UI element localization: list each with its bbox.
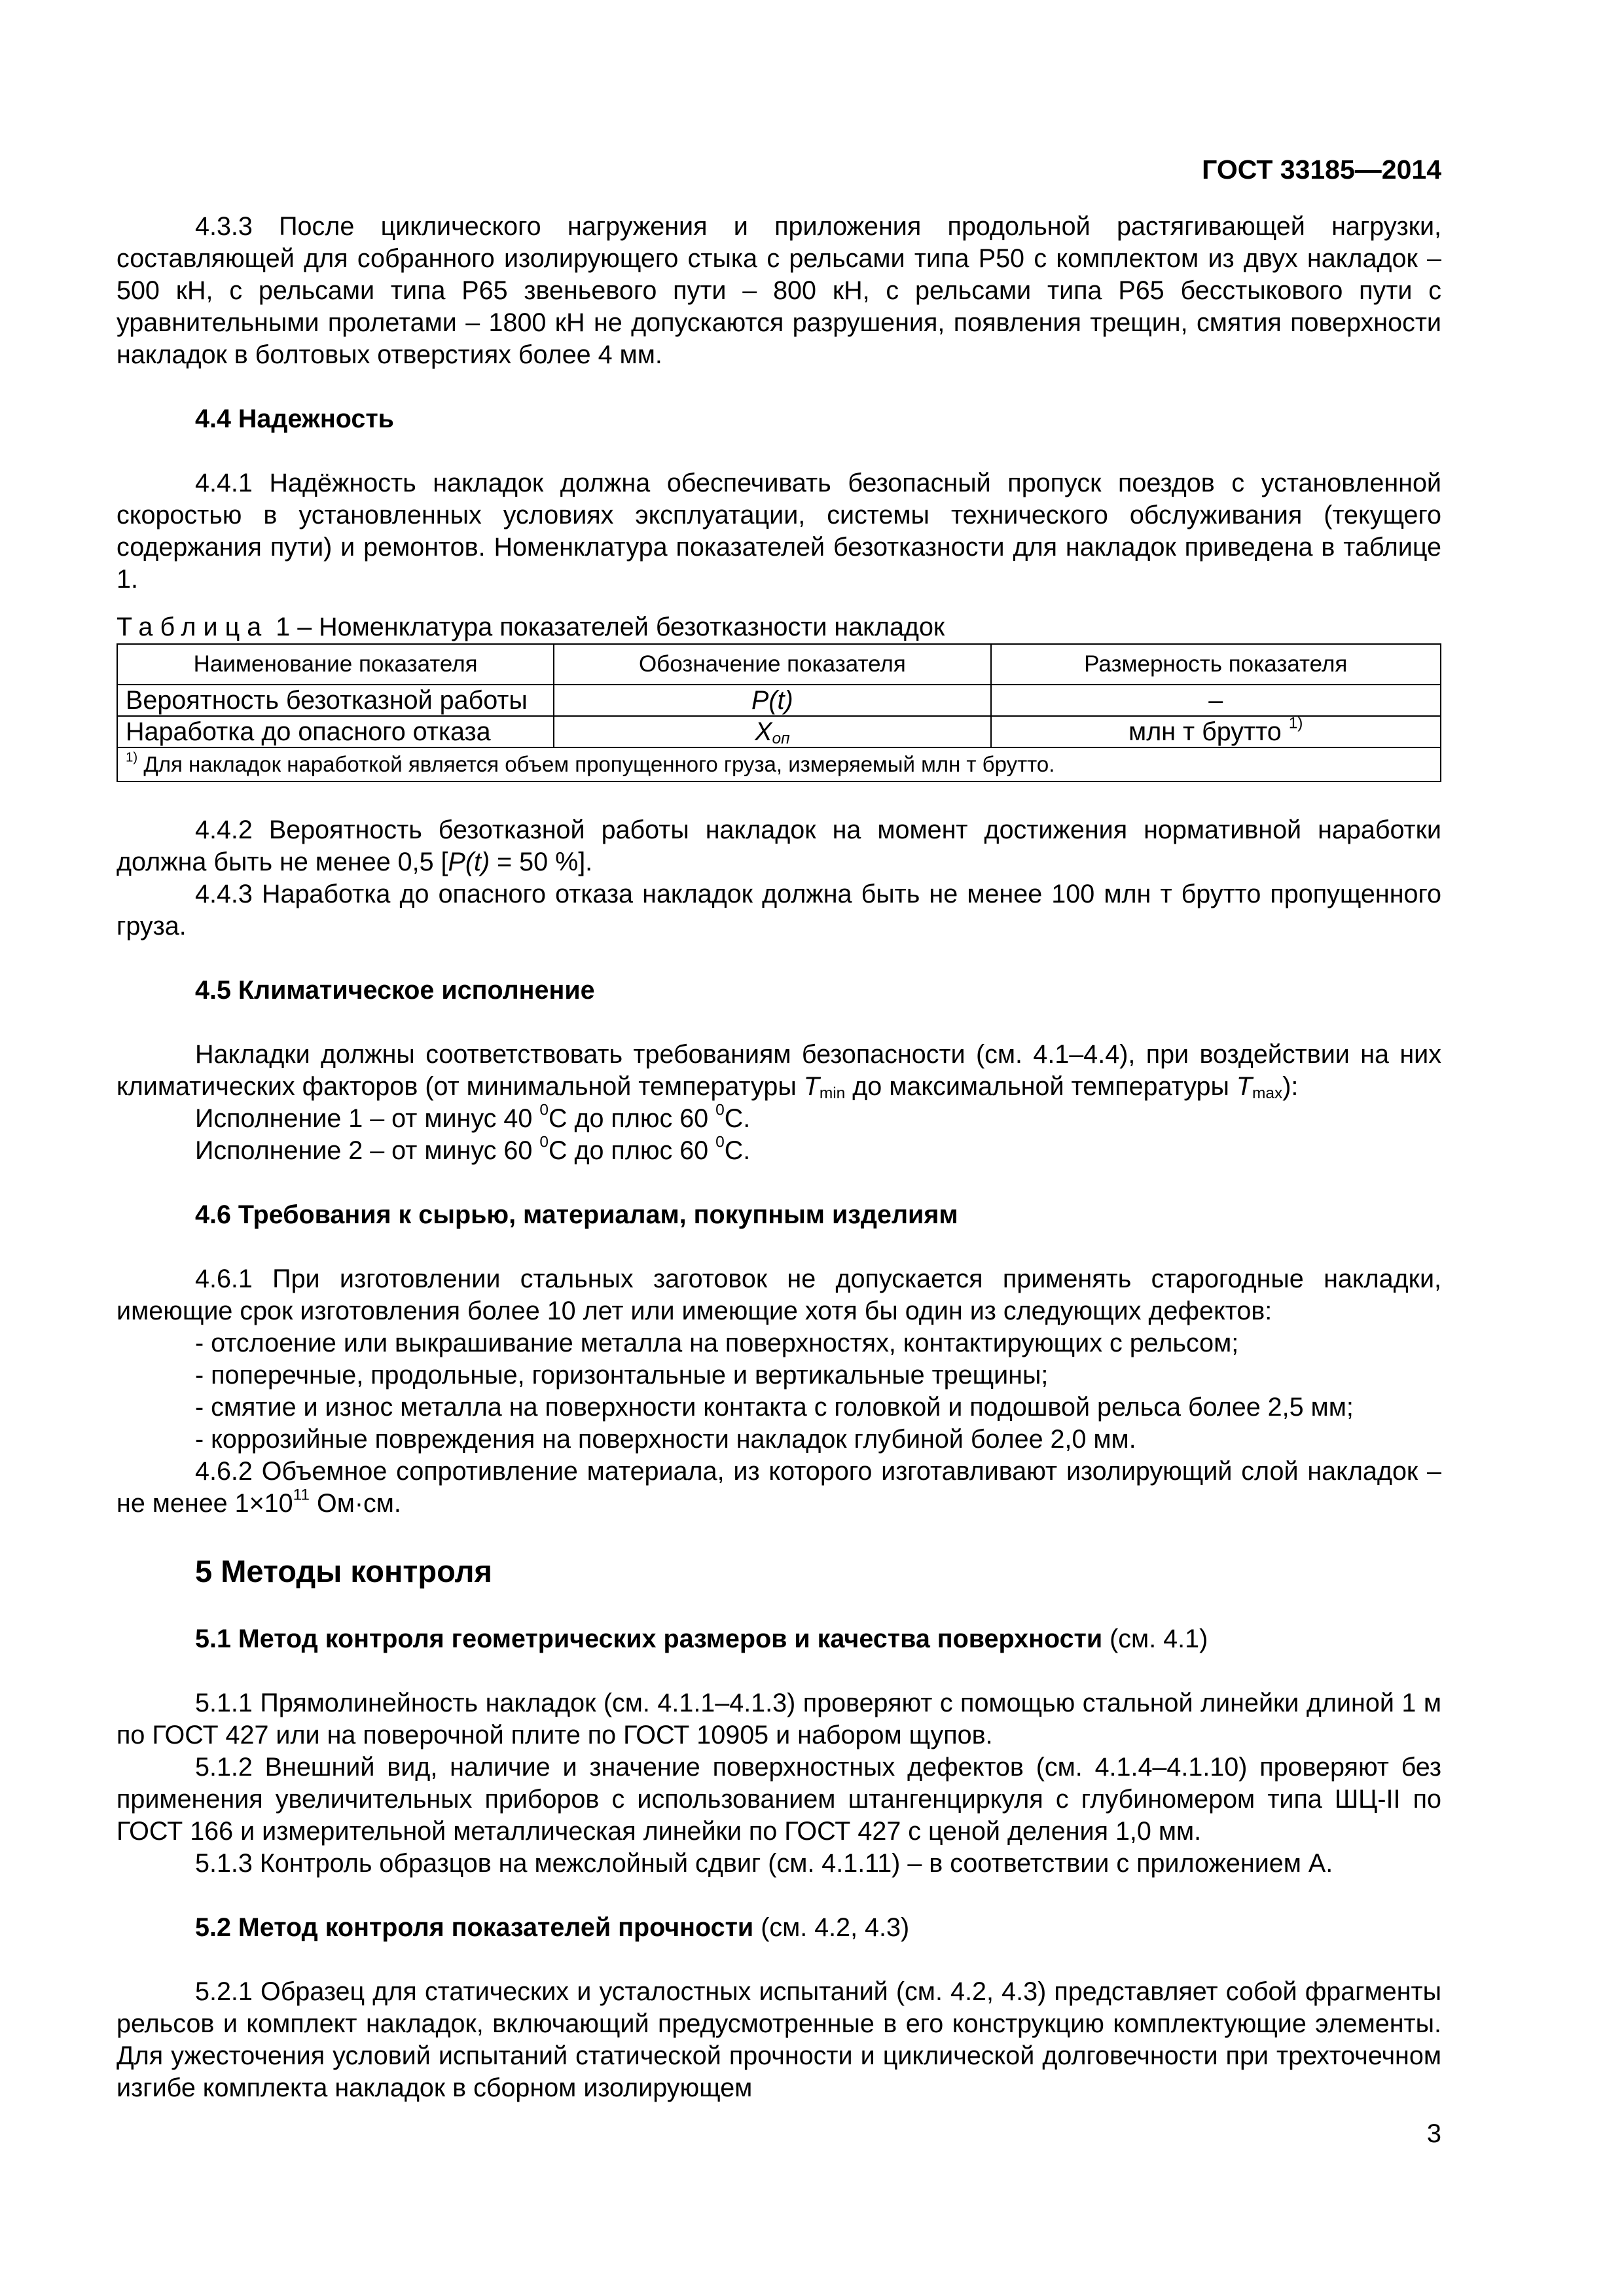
table-1-caption: [117, 611, 1441, 643]
paragraph-4-4-3: 4.4.3 Наработка до опасного отказа накладок должна быть не менее 100 млн т брутто пропущенного груза.: [117, 880, 1441, 941]
table-cell-unit: млн т брутто $^{1)}$: [991, 716, 1441, 747]
table-header-cell: Размерность показателя: [991, 644, 1441, 685]
defects-list: [117, 1327, 1441, 1456]
section-4-5-heading: 4.5 Климатическое исполнение: [195, 976, 595, 1005]
table-footnote-row: [117, 747, 1441, 781]
table-header-cell: Наименование показателя: [117, 644, 554, 685]
table-row: [117, 716, 1441, 747]
section-4-4-heading: 4.4 Надежность: [195, 404, 394, 433]
paragraph-5-1-2: 5.1.2 Внешний вид, наличие и значение поверхностных дефектов (см. 4.1.4–4.1.10) проверяют без применения увеличительных приборов с использованием штангенциркуля с глубиномером типа ШЦ-II по ГОСТ 166 и измерительной металлическая линейки по ГОСТ 427 с ценой деления 1,0 мм.: [117, 1753, 1441, 1846]
table-cell-unit: –: [991, 685, 1441, 716]
table-caption-text: 1 – Номенклатура показателей безотказности накладок: [268, 613, 945, 641]
table-caption-word: Таблица: [117, 613, 269, 641]
section-5-1-heading: 5.1 Метод контроля геометрических размеров и качества поверхности (см. 4.1): [195, 1624, 1208, 1653]
list-item: - коррозийные повреждения на поверхности накладок глубиной более 2,0 мм.: [195, 1425, 1136, 1454]
list-item: - поперечные, продольные, горизонтальные и вертикальные трещины;: [195, 1361, 1049, 1390]
execution-1-line: Исполнение 1 – от минус 40 $^0$С до плюс 60 $^0$С.: [195, 1101, 751, 1133]
paragraph-4-4-1: 4.4.1 Надёжность накладок должна обеспечивать безопасный пропуск поездов с установленной скоростью в установленных условиях эксплуатации, системы технического обслуживания (текущего содержания пути) и ремонтов. Номенклатура показателей безотказности для накладок приведена в таблице 1.: [117, 469, 1441, 594]
paragraph-5-1-1: 5.1.1 Прямолинейность накладок (см. 4.1.1–4.1.3) проверяют с помощью стальной линейки длиной 1 м по ГОСТ 427 или на поверочной плите по ГОСТ 10905 и набором щупов.: [117, 1689, 1441, 1749]
execution-2-line: Исполнение 2 – от минус 60 $^0$С до плюс 60 $^0$С.: [195, 1133, 751, 1165]
table-1: [117, 643, 1441, 782]
paragraph-4-4-2: 4.4.2 Вероятность безотказной работы накладок на момент достижения нормативной наработки должна быть не менее 0,5 [P(t) = 50 %].: [117, 816, 1441, 876]
paragraph-4-6-2: 4.6.2 Объемное сопротивление материала, из которого изготавливают изолирующий слой накладок – не менее $1\times 10^{11}$ Ом·см.: [117, 1457, 1441, 1518]
section-4-6-heading: 4.6 Требования к сырью, материалам, покупным изделиям: [195, 1200, 958, 1229]
table-cell-name: Вероятность безотказной работы: [117, 685, 554, 716]
table-cell-symbol: P(t): [554, 685, 990, 716]
paragraph-5-2-1: 5.2.1 Образец для статических и усталостных испытаний (см. 4.2, 4.3) представляет собой фрагменты рельсов и комплект накладок, включающий предусмотренные в его конструкцию комплектующие элементы. Для ужесточения условий испытаний статической прочности и циклической долговечности при трехточечном изгибе комплекта накладок в сборном изолирующем: [117, 1977, 1441, 2102]
table-cell-name: Наработка до опасного отказа: [117, 716, 554, 747]
page-content: [117, 211, 1441, 2104]
table-header-row: [117, 644, 1441, 685]
page-number: 3: [1426, 2119, 1441, 2148]
paragraph-4-3-3: 4.3.3 После циклического нагружения и приложения продольной растягивающей нагрузки, составляющей для собранного изолирующего стыка с рельсами типа Р50 с комплектом из двух накладок – 500 кН, с рельсами типа Р65 звеньевого пути – 800 кН, с рельсами типа Р65 бесстыкового пути с уравнительными пролетами – 1800 кН не допускаются разрушения, появления трещин, смятия поверхности накладок в болтовых отверстиях более 4 мм.: [117, 212, 1441, 369]
section-5-heading: 5 Методы контроля: [195, 1554, 492, 1588]
list-item: - отслоение или выкрашивание металла на поверхностях, контактирующих с рельсом;: [195, 1329, 1239, 1357]
table-header-cell: Обозначение показателя: [554, 644, 990, 685]
table-cell-symbol: $X_{оп}$: [554, 716, 990, 747]
table-row: [117, 685, 1441, 716]
list-item: - смятие и износ металла на поверхности контакта с головкой и подошвой рельса более 2,5 мм;: [195, 1393, 1354, 1422]
table-footnote: $^{1)}$ Для накладок наработкой является объем пропущенного груза, измеряемый млн т брутто.: [117, 747, 1441, 781]
section-5-2-heading: 5.2 Метод контроля показателей прочности (см. 4.2, 4.3): [195, 1913, 910, 1942]
paragraph-4-6-1: 4.6.1 При изготовлении стальных заготовок не допускается применять старогодные накладки, имеющие срок изготовления более 10 лет или имеющие хотя бы один из следующих дефектов:: [117, 1265, 1441, 1325]
paragraph-4-5: Накладки должны соответствовать требованиям безопасности (см. 4.1–4.4), при воздействии на них климатических факторов (от минимальной температуры $T_{min}$ до максимальной температуры $T_{max}$):: [117, 1040, 1441, 1102]
document-header: ГОСТ 33185—2014: [1202, 154, 1441, 185]
paragraph-5-1-3: 5.1.3 Контроль образцов на межслойный сдвиг (см. 4.1.11) – в соответствии с приложением А.: [195, 1849, 1333, 1878]
